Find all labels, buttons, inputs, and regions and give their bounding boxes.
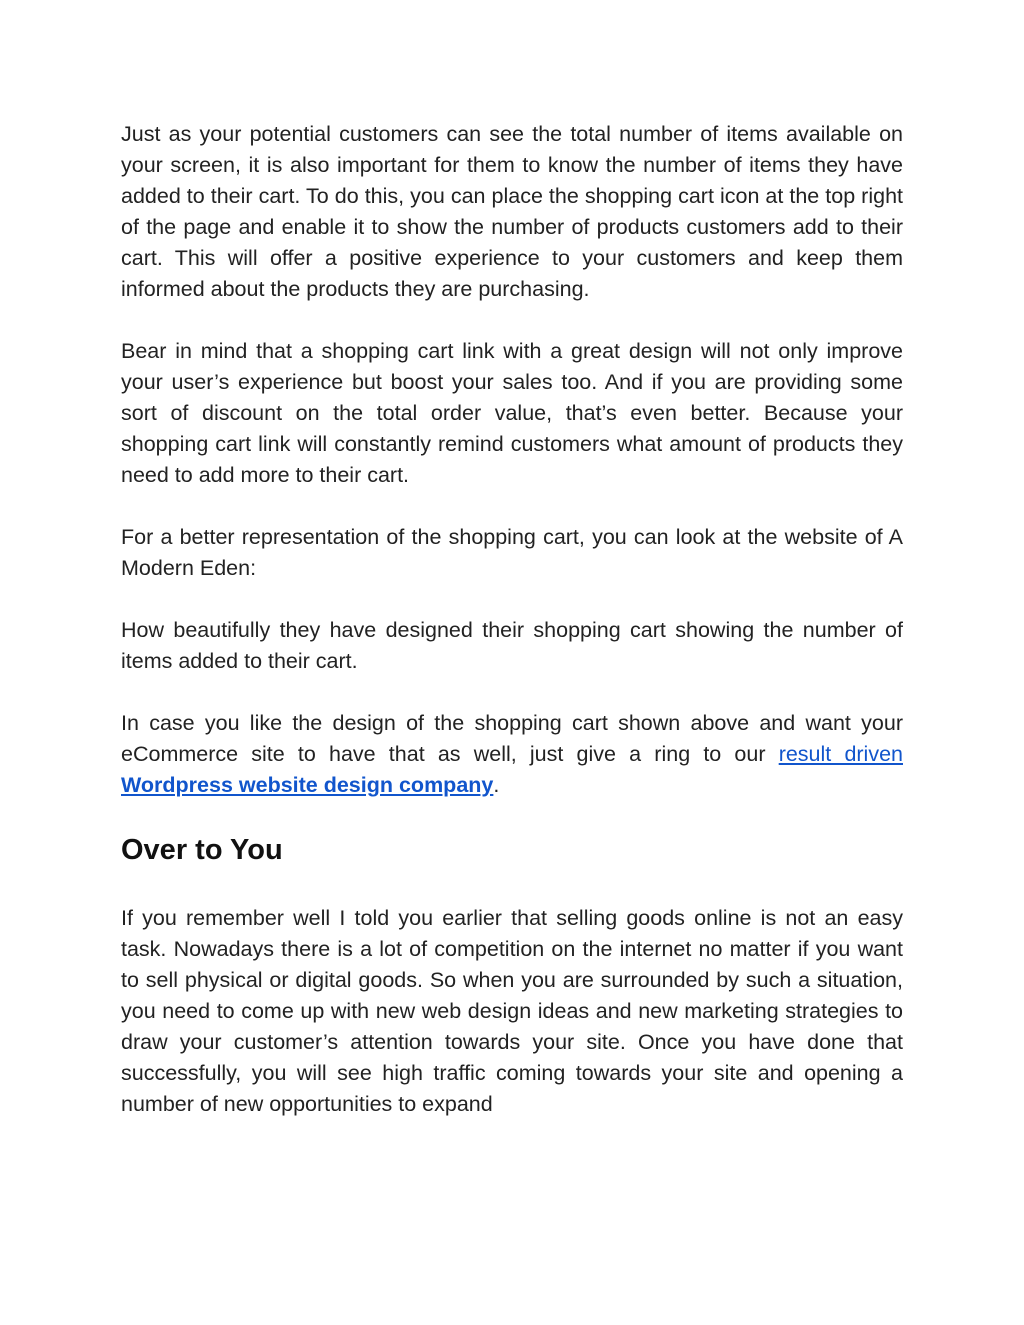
cta-period: . bbox=[493, 773, 500, 797]
paragraph-cart-count: Just as your potential customers can see the total number of items available on your screen, it is also important for them to know the number of items they have added to their cart. To do this, you can place the shopping cart icon at the top right of the page and enable it to show the number of products customers add to their cart. This will offer a positive experience to your customers and keep them informed about the products they are purchasing. bbox=[121, 122, 903, 301]
paragraph-representation: For a better representation of the shopping cart, you can look at the website of A Modern Eden: bbox=[121, 525, 903, 580]
paragraph-call-to-action bbox=[121, 708, 903, 801]
link-text-bold: Wordpress website design company bbox=[121, 773, 494, 797]
paragraph-conclusion: If you remember well I told you earlier that selling goods online is not an easy task. Nowadays there is a lot of competition on the internet no matter if you want to sell physical or digital goods. So when you are surrounded by such a situation, you need to come up with new web design ideas and new marketing strategies to draw your customer’s attention towards your site. Once you have done that successfully, you will see high traffic coming towards your site and opening a number of new opportunities to expand bbox=[121, 906, 903, 1116]
paragraph-cart-design: Bear in mind that a shopping cart link with a great design will not only improve your user’s experience but boost your sales too. And if you are providing some sort of discount on the total order value, that’s even better. Because your shopping cart link will constantly remind customers what amount of products they need to add more to their cart. bbox=[121, 339, 903, 487]
document-page bbox=[121, 119, 903, 1151]
section-heading: Over to You bbox=[121, 834, 283, 866]
paragraph-beautifully: How beautifully they have designed their shopping cart showing the number of items added to their cart. bbox=[121, 618, 903, 673]
link-text-plain: result driven bbox=[778, 742, 903, 766]
cta-text: In case you like the design of the shopping cart shown above and want your eCommerce site to have that as well, just give a ring to our bbox=[121, 711, 903, 766]
